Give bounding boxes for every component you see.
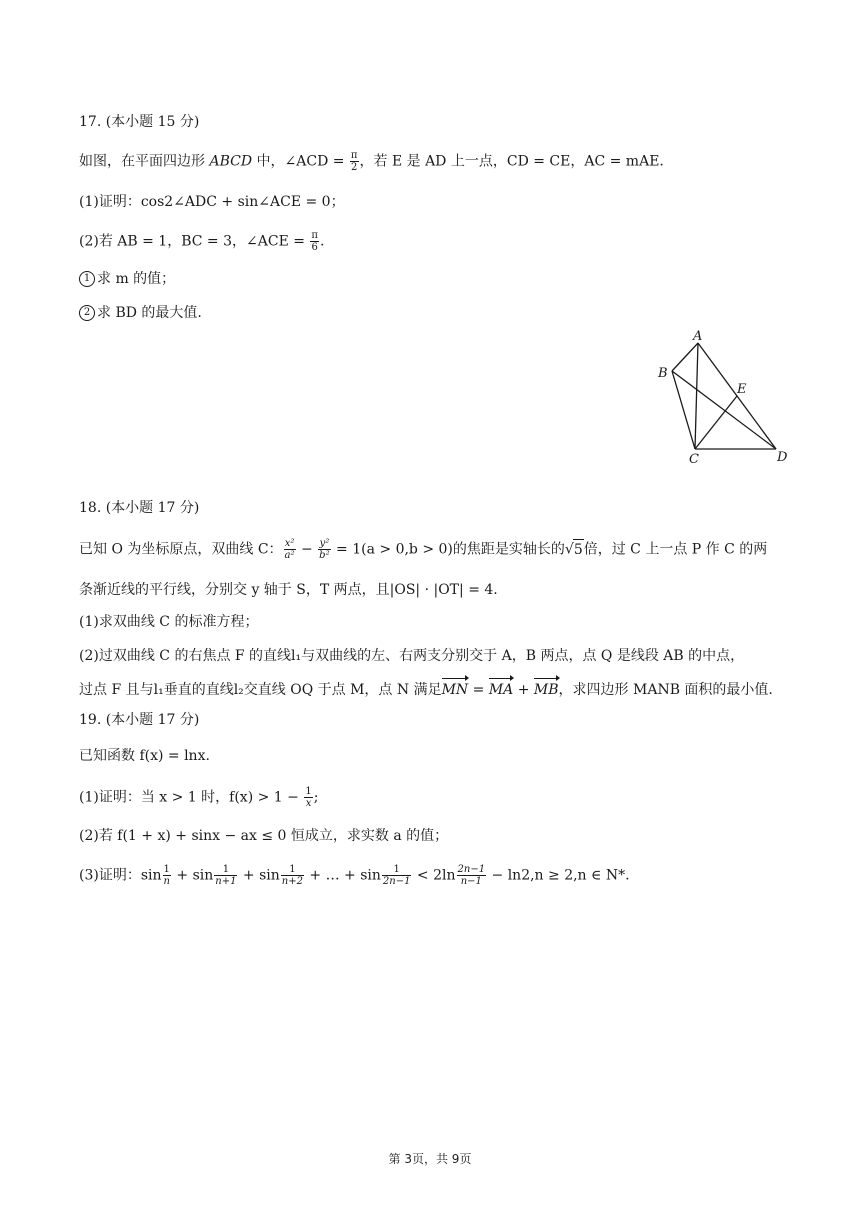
q18-line1: 已知 O 为坐标原点，双曲线 C： $\frac{\text{x²}}{\text{a²}}$ − $\frac{\text{y²}}{\text{b²}}$ = 1(a > 0,b > 0)的焦距是实轴长的√5倍，过 C 上一点 P 作 C 的两 — [79, 538, 768, 561]
label-a: A — [693, 329, 703, 344]
edge-ab — [672, 343, 698, 371]
q19-line1: 已知函数 f(x) = lnx. — [79, 748, 210, 764]
label-e: E — [737, 382, 747, 397]
q18-part2-cont: 过点 F 且与l₁垂直的直线l₂交直线 OQ 于点 M，点 N 满足MN = MA + MB，求四边形 MANB 面积的最小值. — [79, 682, 773, 698]
q19-part2: (2)若 f(1 + x) + sinx − ax ≤ 0 恒成立，求实数 a 的值； — [79, 828, 449, 844]
page-footer: 第 3页，共 9页 — [388, 1152, 472, 1166]
q19-part1: (1)证明：当 x > 1 时，f(x) > 1 − $\frac{1}{x}$ ; — [79, 786, 319, 809]
q18-heading: 18. (本小题 17 分) — [79, 500, 200, 516]
q17-stem: 如图，在平面四边形 ABCD 中，∠ACD = $\frac{\pi}{2}$ ，若 E 是 AD 上一点，CD = CE，AC = mAE. — [79, 150, 664, 173]
q18-line2: 条渐近线的平行线，分别交 y 轴于 S，T 两点，且|OS| · |OT| = 4. — [79, 582, 498, 598]
q19-heading: 19. (本小题 17 分) — [79, 712, 200, 728]
q17-sub2: 2 求 BD 的最大值. — [79, 303, 202, 323]
q17-part1: (1)证明：cos2∠ADC + sin∠ACE = 0； — [79, 194, 345, 210]
label-d: D — [777, 450, 788, 465]
pi-over-2: $\frac{\pi}{2}$ — [350, 150, 358, 173]
q19-part3: (3)证明：sin $\frac{1}{n}$ + sin $\frac{1}{n+1}$ + sin $\frac{1}{n+2}$ + … + sin $\frac{1}{2n-1}$ < 2ln $\frac{2n-1}{n-1}$ − ln2,n ≥ 2,n ∈ N*. — [79, 864, 630, 887]
q17-part2: (2)若 AB = 1，BC = 3，∠ACE = $\frac{\pi}{6}$ . — [79, 230, 325, 253]
q17-heading: 17. (本小题 15 分) — [79, 114, 200, 130]
circled-number-2: 2 — [79, 305, 95, 321]
label-c: C — [689, 452, 699, 465]
pi-over-6: $\frac{\pi}{6}$ — [311, 230, 318, 253]
label-b: B — [658, 366, 668, 381]
q18-part1: (1)求双曲线 C 的标准方程； — [79, 614, 259, 630]
edge-bc — [672, 371, 695, 449]
circled-number-1: 1 — [79, 271, 95, 287]
q17-sub1: 1 求 m 的值； — [79, 269, 175, 289]
edge-ac — [695, 343, 698, 449]
q18-part2: (2)过双曲线 C 的右焦点 F 的直线l₁与双曲线的左、右两支分别交于 A，B 两点，点 Q 是线段 AB 的中点， — [79, 648, 745, 664]
quadrilateral-figure — [650, 325, 800, 465]
edge-bd — [672, 371, 776, 449]
